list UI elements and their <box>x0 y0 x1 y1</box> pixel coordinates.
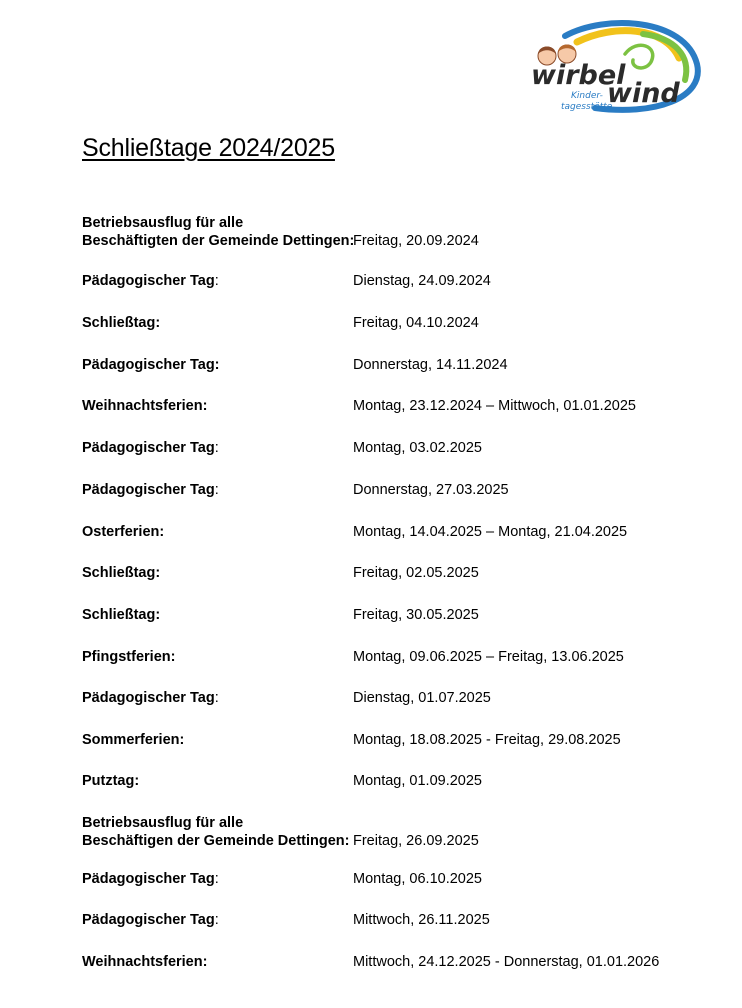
entry-date: Freitag, 02.05.2025 <box>353 565 479 581</box>
entry-row-7 <box>82 523 702 541</box>
entry-date: Montag, 01.09.2025 <box>353 773 482 789</box>
entry-date: Freitag, 20.09.2024 <box>353 233 479 249</box>
page-title: Schließtage 2024/2025 <box>82 134 335 162</box>
entry-date: Mittwoch, 24.12.2025 - Donnerstag, 01.01.2026 <box>353 954 660 970</box>
entry-row-9 <box>82 606 702 624</box>
entry-date: Montag, 06.10.2025 <box>353 871 482 887</box>
entry-row-12 <box>82 731 702 749</box>
entry-label: Osterferien: <box>82 524 165 540</box>
entry-row-14 <box>82 812 702 850</box>
entry-label: Betriebsausflug für alle Beschäftigen der Gemeinde Dettingen: <box>82 815 350 849</box>
entry-date: Montag, 09.06.2025 – Freitag, 13.06.2025 <box>353 649 624 665</box>
entry-date: Freitag, 30.05.2025 <box>353 607 479 623</box>
entry-label: Putztag: <box>82 773 140 789</box>
entry-date: Montag, 03.02.2025 <box>353 440 482 456</box>
entry-label: Pfingstferien: <box>82 649 176 665</box>
entry-date: Freitag, 26.09.2025 <box>353 833 479 849</box>
svg-text:wind: wind <box>607 78 680 109</box>
entry-label: Weihnachtsferien: <box>82 954 208 970</box>
entry-row-4 <box>82 397 702 415</box>
entry-label: Weihnachtsferien: <box>82 398 208 414</box>
entry-label: Pädagogischer Tag: <box>82 912 219 928</box>
entry-row-13 <box>82 772 702 790</box>
wirbelwind-logo-graphic <box>525 16 705 116</box>
entry-row-10 <box>82 648 702 666</box>
entry-label: Schließtag: <box>82 607 161 623</box>
entry-row-2 <box>82 314 702 332</box>
entry-date: Dienstag, 01.07.2025 <box>353 690 491 706</box>
svg-text:Kinder-: Kinder- <box>571 91 603 101</box>
entry-row-17 <box>82 953 702 971</box>
entry-date: Donnerstag, 14.11.2024 <box>353 357 508 373</box>
entry-label: Schließtag: <box>82 315 161 331</box>
entry-date: Mittwoch, 26.11.2025 <box>353 912 490 928</box>
entry-label: Sommerferien: <box>82 732 185 748</box>
entry-row-16 <box>82 911 702 929</box>
entry-date: Montag, 14.04.2025 – Montag, 21.04.2025 <box>353 524 628 540</box>
entry-date: Montag, 18.08.2025 - Freitag, 29.08.2025 <box>353 732 621 748</box>
entry-date: Freitag, 04.10.2024 <box>353 315 479 331</box>
entry-row-3 <box>82 356 702 374</box>
entry-row-8 <box>82 564 702 582</box>
entry-date: Donnerstag, 27.03.2025 <box>353 482 509 498</box>
svg-text:tagesstätte: tagesstätte <box>561 102 613 112</box>
kita-wirbelwind-logo <box>525 16 705 116</box>
entry-date: Montag, 23.12.2024 – Mittwoch, 01.01.2025 <box>353 398 636 414</box>
entry-label: Pädagogischer Tag: <box>82 273 219 289</box>
entry-row-5 <box>82 439 702 457</box>
entry-label: Pädagogischer Tag: <box>82 871 219 887</box>
entry-row-1 <box>82 272 702 290</box>
svg-text:wirbel: wirbel <box>531 60 626 91</box>
entry-label: Schließtag: <box>82 565 161 581</box>
entry-row-15 <box>82 870 702 888</box>
entry-label: Pädagogischer Tag: <box>82 440 219 456</box>
entry-row-0 <box>82 212 702 250</box>
entry-label: Pädagogischer Tag: <box>82 690 219 706</box>
entry-label: Pädagogischer Tag: <box>82 357 220 373</box>
entry-label: Betriebsausflug für alle Beschäftigten der Gemeinde Dettingen: <box>82 215 355 249</box>
entry-row-11 <box>82 689 702 707</box>
entry-row-6 <box>82 481 702 499</box>
entry-label: Pädagogischer Tag: <box>82 482 219 498</box>
entry-date: Dienstag, 24.09.2024 <box>353 273 491 289</box>
